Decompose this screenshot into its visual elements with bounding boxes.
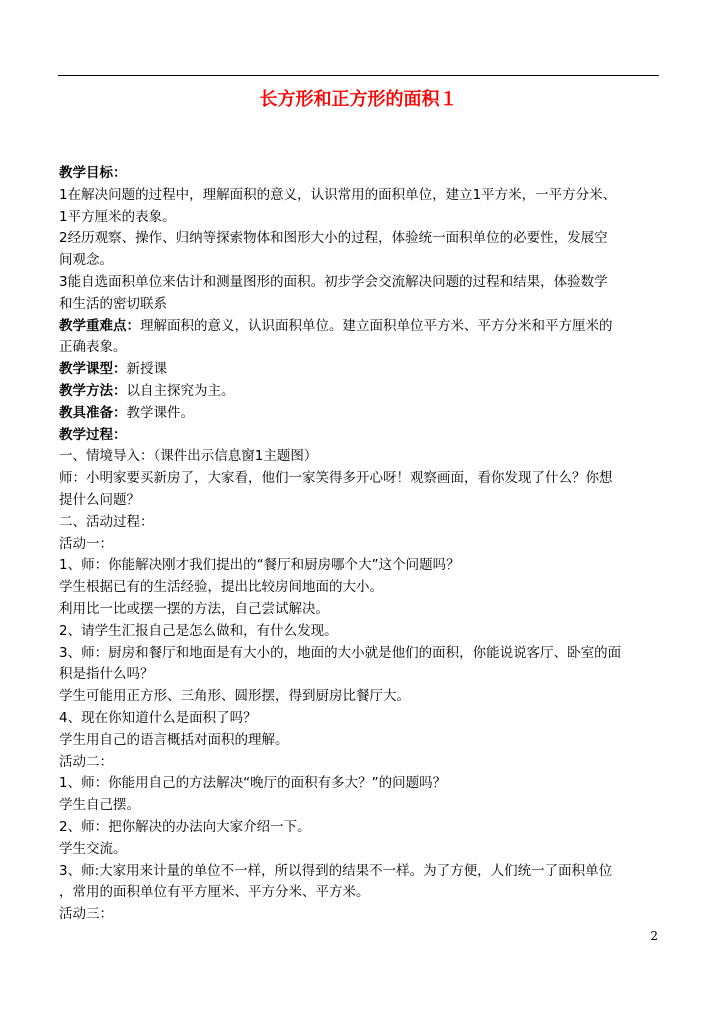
line-text: 1、师：你能用自己的方法解决“晚厅的面积有多大？”的问题吗？ bbox=[59, 775, 447, 792]
line-text: 2经历观察、操作、归纳等探索物体和图形大小的过程，体验统一面积单位的必要性，发展空 bbox=[59, 230, 608, 247]
header-rule bbox=[58, 75, 659, 76]
line-text: 3能自选面积单位来估计和测量图形的面积。初步学会交流解决问题的过程和结果，体验数学 bbox=[59, 273, 608, 290]
line-text: 积是指什么吗？ bbox=[59, 666, 154, 683]
line-text: 学生可能用正方形、三角形、圆形摆，得到厨房比餐厅大。 bbox=[59, 688, 410, 705]
text-line bbox=[59, 468, 659, 490]
line-text: 3、师：厨房和餐厅和地面是有大小的，地面的大小就是他们的面积，你能说说客厅、卧室的面 bbox=[59, 644, 622, 661]
line-text: 1、师：你能解决刚才我们提出的“餐厅和厨房哪个大”这个问题吗？ bbox=[59, 557, 460, 574]
text-line bbox=[59, 185, 659, 207]
text-line bbox=[59, 773, 659, 795]
text-line bbox=[59, 163, 659, 185]
text-line bbox=[59, 577, 659, 599]
text-line bbox=[59, 904, 659, 926]
line-text: ，常用的面积单位有平方厘米、平方分米、平方米。 bbox=[59, 884, 370, 901]
line-text: 利用比一比或摆一摆的方法，自己尝试解决。 bbox=[59, 600, 329, 617]
text-line bbox=[59, 228, 659, 250]
text-line bbox=[59, 446, 659, 468]
text-line bbox=[59, 752, 659, 774]
section-label: 教学目标： bbox=[59, 165, 127, 181]
section-label: 教学重难点： bbox=[59, 317, 140, 334]
line-text: 二、活动过程： bbox=[59, 513, 154, 530]
line-text: 学生交流。 bbox=[59, 840, 127, 857]
text-line bbox=[59, 207, 659, 229]
line-text: 正确表象。 bbox=[59, 339, 127, 356]
line-text: 学生自己摆。 bbox=[59, 797, 140, 814]
line-text: 师：小明家要买新房了，大家看，他们一家笑得多开心呀！观察画面，看你发现了什么？你想 bbox=[59, 470, 613, 487]
line-text: 一、情境导入：（课件出示信息窗1主题图） bbox=[59, 448, 318, 465]
text-line bbox=[59, 490, 659, 512]
text-line bbox=[59, 708, 659, 730]
line-text: 和生活的密切联系 bbox=[59, 295, 167, 312]
line-text: 1平方厘米的表象。 bbox=[59, 208, 176, 225]
text-line bbox=[59, 839, 659, 861]
line-text: 1在解决问题的过程中，理解面积的意义，认识常用的面积单位，建立1平方米，一平方分米、 bbox=[59, 186, 617, 203]
line-text: 活动二： bbox=[59, 753, 113, 770]
text-line bbox=[59, 381, 659, 403]
text-line bbox=[59, 730, 659, 752]
section-label: 教具准备： bbox=[59, 404, 127, 421]
line-text: 2、请学生汇报自己是怎么做和，有什么发现。 bbox=[59, 622, 338, 639]
text-line bbox=[59, 686, 659, 708]
text-line bbox=[59, 664, 659, 686]
line-text: 以自主探究为主。 bbox=[126, 382, 235, 399]
text-line bbox=[59, 250, 659, 272]
text-line bbox=[59, 599, 659, 621]
section-label: 教学方法： bbox=[59, 382, 127, 399]
text-line bbox=[59, 294, 659, 316]
text-line bbox=[59, 512, 659, 534]
text-line bbox=[59, 403, 659, 425]
line-text: 2、师：把你解决的办法向大家介绍一下。 bbox=[59, 818, 311, 835]
text-line bbox=[59, 882, 659, 904]
text-line bbox=[59, 643, 659, 665]
text-line bbox=[59, 316, 659, 338]
line-text: 提什么问题？ bbox=[59, 491, 140, 508]
text-line bbox=[59, 621, 659, 643]
text-line bbox=[59, 861, 659, 883]
text-line bbox=[59, 337, 659, 359]
line-text: 教学课件。 bbox=[126, 404, 194, 421]
line-text: 活动一： bbox=[59, 535, 113, 552]
line-text: 学生用自己的语言概括对面积的理解。 bbox=[59, 731, 289, 748]
text-line bbox=[59, 272, 659, 294]
section-label: 教学课型： bbox=[59, 361, 127, 378]
document-body bbox=[59, 163, 659, 926]
line-text: 活动三： bbox=[59, 906, 113, 923]
text-line bbox=[59, 534, 659, 556]
line-text: 学生根据已有的生活经验，提出比较房间地面的大小。 bbox=[59, 579, 383, 596]
text-line bbox=[59, 795, 659, 817]
line-text: 理解面积的意义，认识面积单位。建立面积单位平方米、平方分米和平方厘米的 bbox=[140, 317, 613, 334]
page-number: 2 bbox=[650, 929, 658, 943]
text-line bbox=[59, 425, 659, 447]
line-text: 3、师:大家用来计量的单位不一样，所以得到的结果不一样。为了方便，人们统一了面积单位 bbox=[59, 862, 613, 879]
line-text: 新授课 bbox=[126, 361, 167, 378]
line-text: 间观念。 bbox=[59, 252, 113, 269]
text-line bbox=[59, 817, 659, 839]
document-title: 长方形和正方形的面积１ bbox=[259, 89, 458, 110]
text-line bbox=[59, 359, 659, 381]
section-label: 教学过程： bbox=[59, 426, 127, 443]
text-line bbox=[59, 555, 659, 577]
line-text: 4、现在你知道什么是面积了吗？ bbox=[59, 709, 257, 726]
